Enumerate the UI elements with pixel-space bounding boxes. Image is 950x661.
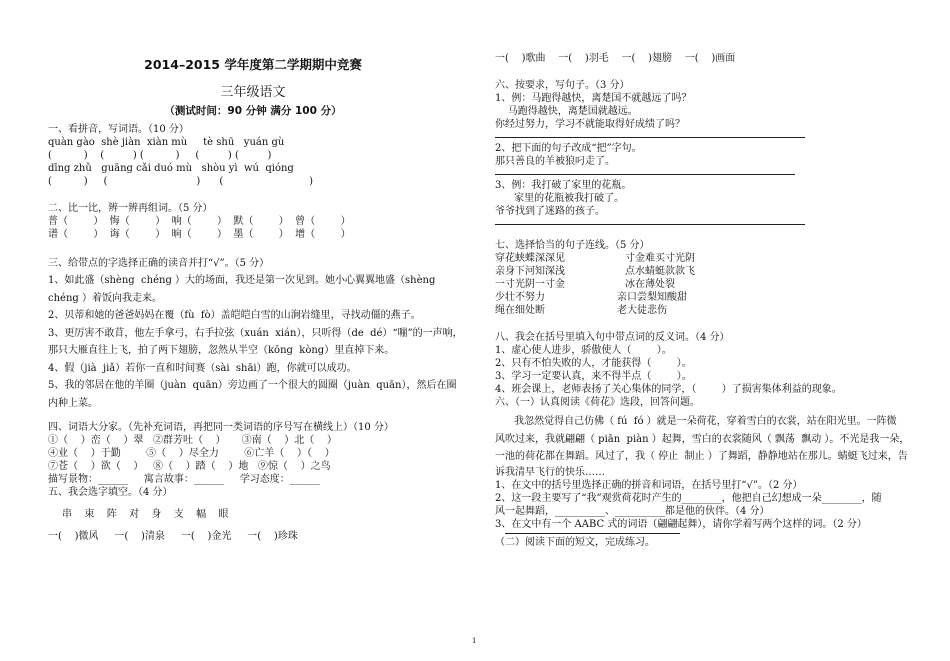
matching-row (495, 252, 905, 265)
question-line: 爷爷找到了迷路的孩子。 (495, 206, 605, 217)
word-line: ④业（ ）于勤 ⑤（ ）尽全力 ⑥亡羊（ ）（ ） (48, 448, 335, 460)
question-line: chéng ）着饭向我走来。 (48, 292, 162, 304)
question-line: 2、把下面的句子改成“把”字句。 (495, 143, 642, 154)
match-right: 点水蜻蜓款款飞 (625, 266, 695, 277)
section-pronunciation (48, 255, 463, 413)
answer-brackets: ( ) ( ) ( ) ( ) ( ) (48, 149, 272, 161)
example-line: 家里的花瓶被我打破了。 (495, 193, 625, 204)
word-line: ⑦苍（ ）欲（ ） ⑧（ ）踏（ ）地 ⑨惊（ ）之鸟 (48, 461, 331, 473)
fill-line: 一( )微风 一( )清泉 一( )金光 一( )珍珠 (48, 531, 298, 543)
question-line: 你经过努力，学习不就能取得好成绩了吗？ (495, 119, 685, 130)
passage-line: 诉我清早飞行的快乐…… (495, 466, 605, 478)
exam-title: 2014–2015 学年度第二学期期中竞赛 (144, 57, 362, 72)
passage-line: 一池的荷花都在舞蹈。风过了，我（ 停止 制止 ）了舞蹈，静静地站在那儿。蜻蜓飞过来，告 (495, 451, 908, 462)
answer-line[interactable] (495, 174, 795, 175)
fill-line: 一( )歌曲 一( )羽毛 一( )翅膀 一( )画面 (495, 53, 736, 64)
example-line: 1、例：马跑得越快，离楚国不就越远了吗？ (495, 93, 692, 104)
answer-line[interactable] (495, 224, 805, 225)
reading-passage (495, 413, 910, 466)
match-right: 亲口尝梨知酸甜 (617, 292, 687, 303)
example-line: 3、例：我打破了家里的花瓶。 (495, 180, 632, 191)
compare-line: 普（ ） 悔（ ） 响（ ） 默（ ） 曾（ ） (48, 215, 351, 227)
section-heading: 二、比一比，辨一辨再组词。（5 分） (48, 202, 213, 214)
category-line: 描写景物：______ 寓言故事：______ 学习态度：______ (48, 474, 320, 486)
question-line: 3、在文中有一个 AABC 式的词语（翩翩起舞），请你学着写两个这样的词。（2 分） (495, 518, 867, 530)
section-measure-words (48, 486, 458, 543)
matching-row (495, 265, 905, 278)
match-left: 穿花蛱蝶深深见 (495, 253, 565, 264)
section-heading: 一、看拼音，写词语。（10 分） (48, 123, 189, 135)
section-antonyms (495, 331, 905, 409)
section-heading: 三、给带点的字选择正确的读音并打“√”。（5 分） (48, 257, 270, 269)
exam-info: （测试时间：90 分钟 满分 100 分） (164, 105, 342, 118)
question-line: 1、虚心使人进步，骄傲使人（ ）。 (495, 345, 672, 356)
match-right: 冰在薄处裂 (625, 279, 675, 290)
answer-brackets: ( ) ( ) ( ) (48, 175, 313, 187)
section-pinyin (48, 123, 458, 188)
match-left: 亲身下河知深浅 (495, 266, 565, 277)
question-line: 1、在文中的括号里选择正确的拼音和词语，在括号里打“√”。（2 分） (495, 479, 803, 491)
example-line: 马跑得越快，离楚国就越远。 (495, 106, 638, 117)
question-line: 2、贝蒂和她的爸爸妈妈在覆（fù fò）盖皑皑白雪的山涧岩缝里，寻找动僵的燕子。 (48, 310, 421, 322)
compare-line: 谱（ ） 诲（ ） 晌（ ） 墨（ ） 增（ ） (48, 228, 351, 240)
match-left: 少壮不努力 (495, 292, 545, 303)
pinyin-line: quàn gào shè jiàn xiàn mù tè shū yuán gù (48, 136, 285, 148)
section-sentences (495, 79, 905, 225)
section-heading: 四、词语大分家。（先补充词语，再把同一类词语的序号写在横线上）（10 分） (48, 422, 394, 434)
question-line: 3、学习一定要认真，来不得半点（ ）。 (495, 371, 692, 382)
matching-row (495, 304, 905, 317)
question-line: 4、班会课上，老师表扬了关心集体的同学，（ ）了损害集体利益的现象。 (495, 384, 842, 395)
question-line: 内种上菜。 (48, 397, 98, 409)
section-matching (495, 239, 905, 317)
question-line: 5、我的邻居在他的羊圈（juàn quān）旁边画了一个很大的圆圈（juàn quān），然后在圈 (48, 380, 457, 392)
reading-questions (495, 466, 905, 549)
question-line: 那只善良的羊被狼叼走了。 (495, 156, 615, 167)
matching-row (495, 291, 905, 304)
section-word-groups (48, 421, 458, 486)
exam-subtitle: 三年级语文 (220, 85, 286, 101)
passage-line: 我忽然觉得自己仿佛（ fú fó ）就是一朵荷花，穿着雪白的衣裳，站在阳光里。一阵微 (495, 416, 897, 427)
question-line: 2、只有不怕失败的人，才能获得（ ）。 (495, 358, 692, 369)
match-left: 绳在细处断 (495, 305, 545, 316)
question-line: 4、假（jià jiǎ）若你一直和时间赛（sài shāi）跑，你就可以成功。 (48, 362, 357, 374)
match-right: 寸金难买寸光阴 (625, 253, 695, 264)
right-column (495, 52, 910, 549)
section-heading: 六、按要求，写句子。（3 分） (495, 80, 630, 91)
section-heading: 五、我会选字填空。（4 分） (48, 487, 173, 499)
section-heading: 七、选择恰当的句子连线。（5 分） (495, 240, 650, 251)
answer-line[interactable] (505, 533, 680, 534)
match-right: 老大徒悲伤 (617, 305, 667, 316)
section-heading: （二）阅读下面的短文，完成练习。 (495, 536, 655, 548)
question-line: 那只大雁直往上飞，拍了两下翅膀，忽然从半空（kōng kòng）里直掉下来。 (48, 345, 395, 357)
question-line: 2、这一段主要写了“我”观赏荷花时产生的________，他把自己幻想成一朵________，随 (495, 492, 882, 504)
section-heading: 六、（一）认真阅读《荷花》选段，回答问题。 (495, 397, 700, 408)
passage-line: 风吹过来，我就翩翩（ piān piàn ）起舞，雪白的衣裳随风（ 飘荡 飘动 ）。不光是我一朵， (495, 433, 910, 445)
answer-line[interactable] (495, 137, 805, 138)
pinyin-line: dīng zhǔ guāng cǎi duó mù shòu yì wú qióng (48, 162, 294, 174)
section-compare (48, 202, 458, 241)
question-line: 1、如此盛（shèng chéng ）大的场面，我还是第一次见到。她小心翼翼地盛（shèng (48, 275, 436, 287)
left-column (48, 55, 463, 543)
question-line: 3、更厉害不敢苜，他左手拿弓，右手拉弦（xuán xián），只听得（de dé）“嘣”的一声响， (48, 327, 463, 339)
question-line: 风一起舞蹈，__________、__________都是他的伙伴。（4 分） (495, 505, 770, 517)
match-left: 一寸光阴一寸金 (495, 279, 565, 290)
section-heading: 八、我会在括号里填入句中带点词的反义词。（4 分） (495, 332, 730, 343)
character-options: 串 束 阵 对 身 支 幅 眼 (62, 509, 231, 521)
page-number: 1 (472, 637, 477, 645)
word-line: ①（ ）峦（ ）翠 ②群芳吐（ ） ③南（ ）北（ ） (48, 435, 338, 447)
matching-row (495, 278, 905, 291)
